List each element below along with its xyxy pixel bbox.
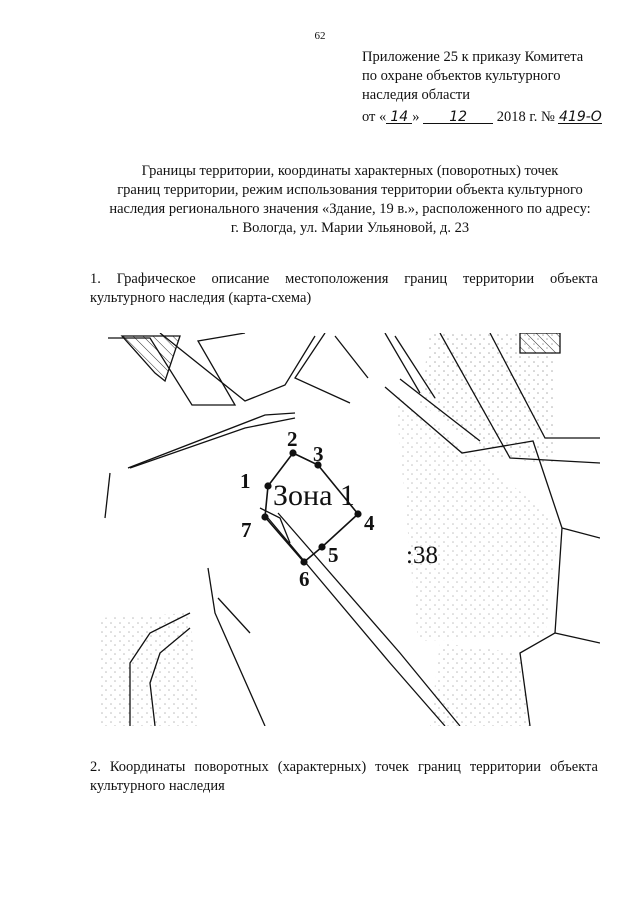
vertex-1 bbox=[264, 482, 271, 489]
map-texture-area bbox=[430, 643, 530, 726]
title-line-1: Границы территории, координаты характерных (поворотных) точек bbox=[141, 163, 559, 179]
map-scheme bbox=[100, 333, 600, 726]
title-line-2: границ территории, режим использования территории объекта культурного bbox=[117, 182, 583, 198]
date-month-handwritten: 12 bbox=[449, 109, 468, 125]
vertex-6 bbox=[300, 558, 307, 565]
date-day-handwritten: 14 bbox=[390, 109, 409, 125]
vertex-label-5: 5 bbox=[328, 543, 339, 567]
vertex-label-1: 1 bbox=[240, 469, 251, 493]
vertex-label-4: 4 bbox=[364, 511, 375, 535]
vertex-5 bbox=[318, 543, 325, 550]
vertex-label-6: 6 bbox=[299, 567, 310, 591]
date-year-text: 2018 г. № bbox=[496, 109, 555, 125]
section-2-heading: 2. Координаты поворотных (характерных) точек границ территории объекта культурного наследия bbox=[90, 759, 598, 794]
appendix-date-line bbox=[362, 108, 602, 127]
parcel-label: :38 bbox=[406, 542, 438, 569]
order-number-field bbox=[558, 108, 602, 124]
date-prefix: от « bbox=[362, 109, 387, 125]
vertex-7 bbox=[261, 513, 268, 520]
appendix-line-1: Приложение 25 к приказу Комитета bbox=[362, 49, 584, 65]
page-number: 62 bbox=[314, 30, 326, 42]
vertex-label-2: 2 bbox=[287, 427, 298, 451]
date-mid: » bbox=[412, 109, 420, 125]
vertex-label-7: 7 bbox=[241, 518, 252, 542]
appendix-line-2: по охране объектов культурного bbox=[362, 68, 561, 84]
order-number-handwritten: 419-О bbox=[559, 109, 602, 125]
map-texture-area bbox=[100, 613, 200, 726]
map-scheme-drawing bbox=[100, 333, 600, 726]
title-line-3: наследия регионального значения «Здание, 19 в.», расположенного по адресу: bbox=[109, 201, 591, 217]
vertex-label-3: 3 bbox=[313, 442, 324, 466]
date-month-field bbox=[423, 108, 493, 124]
vertex-4 bbox=[354, 510, 361, 517]
zone-label: Зона 1 bbox=[273, 479, 355, 512]
title-line-4: г. Вологда, ул. Марии Ульяновой, д. 23 bbox=[230, 220, 470, 236]
hatched-structure bbox=[520, 333, 560, 353]
appendix-line-3: наследия области bbox=[362, 87, 471, 103]
section-1-heading: 1. Графическое описание местоположения границ территории объекта культурного наследия (карта-схема) bbox=[90, 271, 598, 306]
date-day-field bbox=[386, 108, 412, 124]
